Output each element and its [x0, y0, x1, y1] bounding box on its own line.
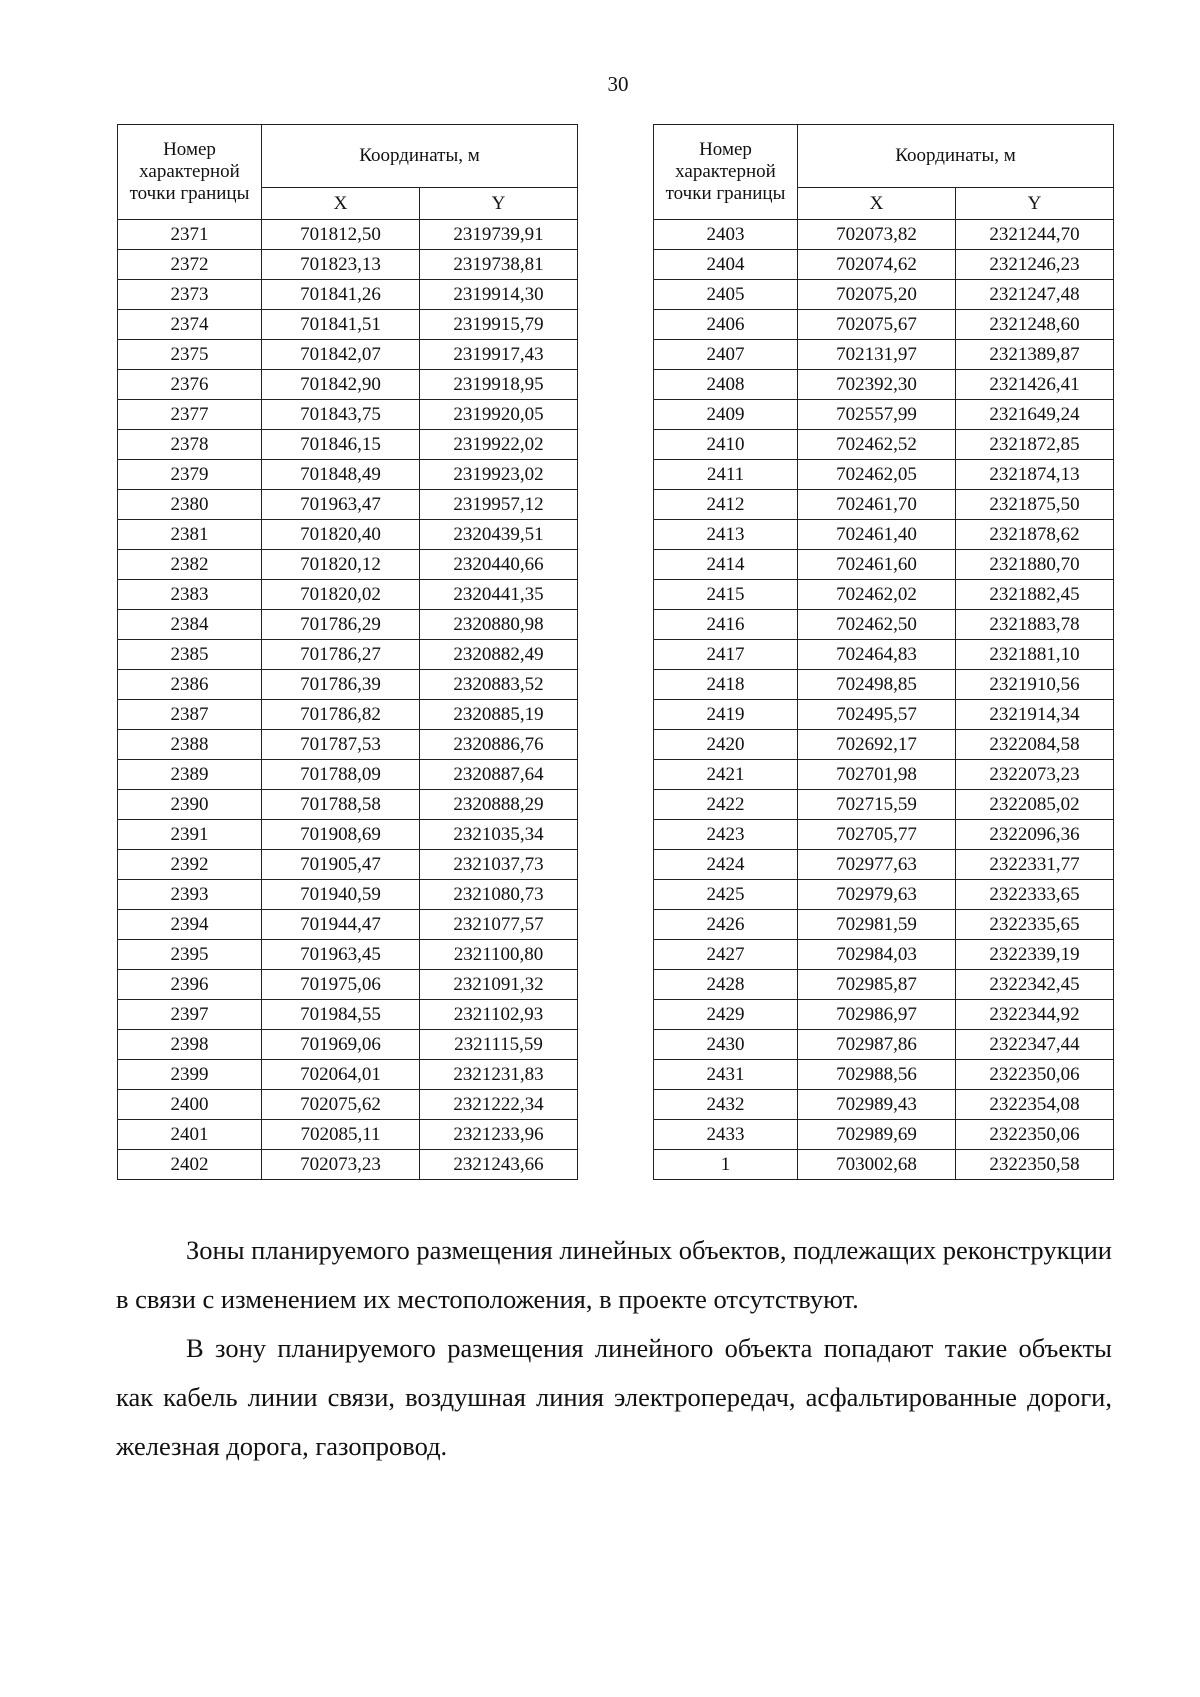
table-row [118, 760, 578, 790]
table-row [654, 580, 1114, 610]
table-row [654, 490, 1114, 520]
table-row [654, 460, 1114, 490]
point-number-cell: 2372 [118, 250, 262, 280]
paragraph: Зоны планируемого размещения линейных объектов, подлежащих реконструкции в связи с изменением их местоположения, в проекте отсутствуют. [116, 1235, 1112, 1314]
header-point-number: Номер характерной точки границы [654, 125, 798, 220]
x-coordinate-cell: 702715,59 [798, 790, 956, 820]
point-number-cell: 2426 [654, 910, 798, 940]
point-number-cell: 2412 [654, 490, 798, 520]
table-row [118, 550, 578, 580]
header-x: X [262, 188, 420, 220]
point-number-cell: 2409 [654, 400, 798, 430]
table-row [118, 730, 578, 760]
table-row [118, 580, 578, 610]
table-row [118, 1060, 578, 1090]
x-coordinate-cell: 702705,77 [798, 820, 956, 850]
x-coordinate-cell: 702075,20 [798, 280, 956, 310]
table-row [118, 1000, 578, 1030]
x-coordinate-cell: 701963,47 [262, 490, 420, 520]
table-row [654, 1000, 1114, 1030]
y-coordinate-cell: 2321035,34 [420, 820, 578, 850]
header-coordinates: Координаты, м [798, 125, 1114, 188]
point-number-cell: 2407 [654, 340, 798, 370]
point-number-cell: 2430 [654, 1030, 798, 1060]
x-coordinate-cell: 702498,85 [798, 670, 956, 700]
y-coordinate-cell: 2320441,35 [420, 580, 578, 610]
x-coordinate-cell: 701905,47 [262, 850, 420, 880]
table-row [654, 850, 1114, 880]
table-row [118, 670, 578, 700]
y-coordinate-cell: 2319738,81 [420, 250, 578, 280]
point-number-cell: 2398 [118, 1030, 262, 1060]
table-row [118, 520, 578, 550]
y-coordinate-cell: 2322085,02 [956, 790, 1114, 820]
x-coordinate-cell: 702462,52 [798, 430, 956, 460]
point-number-cell: 2403 [654, 220, 798, 250]
point-number-cell: 2433 [654, 1120, 798, 1150]
point-number-cell: 2395 [118, 940, 262, 970]
x-coordinate-cell: 701787,53 [262, 730, 420, 760]
point-number-cell: 2397 [118, 1000, 262, 1030]
x-coordinate-cell: 702981,59 [798, 910, 956, 940]
point-number-cell: 2424 [654, 850, 798, 880]
x-coordinate-cell: 701848,49 [262, 460, 420, 490]
point-number-cell: 2382 [118, 550, 262, 580]
table-row [654, 430, 1114, 460]
x-coordinate-cell: 701843,75 [262, 400, 420, 430]
point-number-cell: 2431 [654, 1060, 798, 1090]
y-coordinate-cell: 2321077,57 [420, 910, 578, 940]
x-coordinate-cell: 702392,30 [798, 370, 956, 400]
point-number-cell: 2396 [118, 970, 262, 1000]
x-coordinate-cell: 702073,82 [798, 220, 956, 250]
table-row [118, 310, 578, 340]
point-number-cell: 2401 [118, 1120, 262, 1150]
x-coordinate-cell: 701842,07 [262, 340, 420, 370]
x-coordinate-cell: 701984,55 [262, 1000, 420, 1030]
table-row [654, 400, 1114, 430]
x-coordinate-cell: 701823,13 [262, 250, 420, 280]
table-row [118, 220, 578, 250]
point-number-cell: 2376 [118, 370, 262, 400]
y-coordinate-cell: 2320887,64 [420, 760, 578, 790]
y-coordinate-cell: 2321649,24 [956, 400, 1114, 430]
x-coordinate-cell: 701820,02 [262, 580, 420, 610]
point-number-cell: 2386 [118, 670, 262, 700]
point-number-cell: 2425 [654, 880, 798, 910]
x-coordinate-cell: 702557,99 [798, 400, 956, 430]
table-row [654, 310, 1114, 340]
y-coordinate-cell: 2321247,48 [956, 280, 1114, 310]
point-number-cell: 2422 [654, 790, 798, 820]
x-coordinate-cell: 702988,56 [798, 1060, 956, 1090]
paragraph: В зону планируемого размещения линейного объекта попадают такие объекты как кабель линии связи, воздушная линия электропередач, асфальтированные дороги, железная дорога, газопровод. [116, 1333, 1112, 1461]
x-coordinate-cell: 701908,69 [262, 820, 420, 850]
table-body-left [118, 220, 578, 1180]
y-coordinate-cell: 2322342,45 [956, 970, 1114, 1000]
y-coordinate-cell: 2319915,79 [420, 310, 578, 340]
point-number-cell: 2388 [118, 730, 262, 760]
y-coordinate-cell: 2321875,50 [956, 490, 1114, 520]
point-number-cell: 2392 [118, 850, 262, 880]
x-coordinate-cell: 702495,57 [798, 700, 956, 730]
y-coordinate-cell: 2322333,65 [956, 880, 1114, 910]
x-coordinate-cell: 702989,43 [798, 1090, 956, 1120]
table-row [118, 1030, 578, 1060]
y-coordinate-cell: 2322096,36 [956, 820, 1114, 850]
point-number-cell: 1 [654, 1150, 798, 1180]
y-coordinate-cell: 2319920,05 [420, 400, 578, 430]
y-coordinate-cell: 2321233,96 [420, 1120, 578, 1150]
table-row [654, 760, 1114, 790]
table-row [118, 1120, 578, 1150]
x-coordinate-cell: 702074,62 [798, 250, 956, 280]
y-coordinate-cell: 2322347,44 [956, 1030, 1114, 1060]
table-row [654, 340, 1114, 370]
y-coordinate-cell: 2320885,19 [420, 700, 578, 730]
x-coordinate-cell: 701820,40 [262, 520, 420, 550]
body-text [116, 1226, 1112, 1471]
y-coordinate-cell: 2319914,30 [420, 280, 578, 310]
y-coordinate-cell: 2321091,32 [420, 970, 578, 1000]
point-number-cell: 2378 [118, 430, 262, 460]
y-coordinate-cell: 2322331,77 [956, 850, 1114, 880]
table-row [654, 1120, 1114, 1150]
x-coordinate-cell: 702979,63 [798, 880, 956, 910]
x-coordinate-cell: 701963,45 [262, 940, 420, 970]
x-coordinate-cell: 701841,51 [262, 310, 420, 340]
table-row [654, 820, 1114, 850]
y-coordinate-cell: 2321880,70 [956, 550, 1114, 580]
table-row [118, 490, 578, 520]
point-number-cell: 2428 [654, 970, 798, 1000]
x-coordinate-cell: 701788,09 [262, 760, 420, 790]
point-number-cell: 2400 [118, 1090, 262, 1120]
table-row [654, 1150, 1114, 1180]
y-coordinate-cell: 2321246,23 [956, 250, 1114, 280]
y-coordinate-cell: 2319922,02 [420, 430, 578, 460]
table-row [654, 610, 1114, 640]
point-number-cell: 2420 [654, 730, 798, 760]
table-row [118, 850, 578, 880]
y-coordinate-cell: 2321080,73 [420, 880, 578, 910]
point-number-cell: 2414 [654, 550, 798, 580]
y-coordinate-cell: 2321222,34 [420, 1090, 578, 1120]
y-coordinate-cell: 2320883,52 [420, 670, 578, 700]
table-row [118, 910, 578, 940]
table-row [654, 790, 1114, 820]
table-row [654, 730, 1114, 760]
table-row [118, 940, 578, 970]
table-row [118, 700, 578, 730]
x-coordinate-cell: 702075,62 [262, 1090, 420, 1120]
table-row [654, 280, 1114, 310]
y-coordinate-cell: 2321100,80 [420, 940, 578, 970]
y-coordinate-cell: 2322073,23 [956, 760, 1114, 790]
point-number-cell: 2408 [654, 370, 798, 400]
table-row [654, 700, 1114, 730]
point-number-cell: 2415 [654, 580, 798, 610]
table-row [654, 1090, 1114, 1120]
x-coordinate-cell: 701969,06 [262, 1030, 420, 1060]
x-coordinate-cell: 702461,40 [798, 520, 956, 550]
x-coordinate-cell: 702989,69 [798, 1120, 956, 1150]
point-number-cell: 2380 [118, 490, 262, 520]
y-coordinate-cell: 2321878,62 [956, 520, 1114, 550]
x-coordinate-cell: 702064,01 [262, 1060, 420, 1090]
point-number-cell: 2375 [118, 340, 262, 370]
x-coordinate-cell: 702464,83 [798, 640, 956, 670]
x-coordinate-cell: 702692,17 [798, 730, 956, 760]
table-row [118, 1090, 578, 1120]
y-coordinate-cell: 2319917,43 [420, 340, 578, 370]
y-coordinate-cell: 2322344,92 [956, 1000, 1114, 1030]
x-coordinate-cell: 702462,02 [798, 580, 956, 610]
y-coordinate-cell: 2320888,29 [420, 790, 578, 820]
table-row [118, 250, 578, 280]
x-coordinate-cell: 701820,12 [262, 550, 420, 580]
point-number-cell: 2379 [118, 460, 262, 490]
table-row [118, 280, 578, 310]
point-number-cell: 2413 [654, 520, 798, 550]
point-number-cell: 2410 [654, 430, 798, 460]
point-number-cell: 2416 [654, 610, 798, 640]
y-coordinate-cell: 2321231,83 [420, 1060, 578, 1090]
table-row [654, 910, 1114, 940]
table-row [654, 220, 1114, 250]
table-row [654, 940, 1114, 970]
y-coordinate-cell: 2322350,06 [956, 1060, 1114, 1090]
table-row [654, 520, 1114, 550]
point-number-cell: 2423 [654, 820, 798, 850]
page-number: 30 [607, 72, 629, 96]
header-y: Y [420, 188, 578, 220]
x-coordinate-cell: 701786,29 [262, 610, 420, 640]
y-coordinate-cell: 2321882,45 [956, 580, 1114, 610]
y-coordinate-cell: 2322339,19 [956, 940, 1114, 970]
y-coordinate-cell: 2321102,93 [420, 1000, 578, 1030]
x-coordinate-cell: 702987,86 [798, 1030, 956, 1060]
y-coordinate-cell: 2321426,41 [956, 370, 1114, 400]
point-number-cell: 2417 [654, 640, 798, 670]
table-row [654, 550, 1114, 580]
table-row [654, 1030, 1114, 1060]
x-coordinate-cell: 702461,70 [798, 490, 956, 520]
x-coordinate-cell: 702985,87 [798, 970, 956, 1000]
y-coordinate-cell: 2321243,66 [420, 1150, 578, 1180]
table-row [118, 460, 578, 490]
y-coordinate-cell: 2321389,87 [956, 340, 1114, 370]
x-coordinate-cell: 702073,23 [262, 1150, 420, 1180]
x-coordinate-cell: 701812,50 [262, 220, 420, 250]
point-number-cell: 2373 [118, 280, 262, 310]
y-coordinate-cell: 2320440,66 [420, 550, 578, 580]
point-number-cell: 2377 [118, 400, 262, 430]
x-coordinate-cell: 701786,39 [262, 670, 420, 700]
x-coordinate-cell: 702462,05 [798, 460, 956, 490]
table-row [118, 880, 578, 910]
y-coordinate-cell: 2319957,12 [420, 490, 578, 520]
x-coordinate-cell: 701842,90 [262, 370, 420, 400]
x-coordinate-cell: 701975,06 [262, 970, 420, 1000]
y-coordinate-cell: 2322350,58 [956, 1150, 1114, 1180]
y-coordinate-cell: 2321914,34 [956, 700, 1114, 730]
table-row [654, 1060, 1114, 1090]
table-row [118, 790, 578, 820]
table-row [654, 640, 1114, 670]
y-coordinate-cell: 2321115,59 [420, 1030, 578, 1060]
table-row [118, 970, 578, 1000]
x-coordinate-cell: 701786,82 [262, 700, 420, 730]
x-coordinate-cell: 702461,60 [798, 550, 956, 580]
y-coordinate-cell: 2322335,65 [956, 910, 1114, 940]
table-row [118, 400, 578, 430]
table-row [118, 340, 578, 370]
point-number-cell: 2411 [654, 460, 798, 490]
table-row [118, 370, 578, 400]
x-coordinate-cell: 702075,67 [798, 310, 956, 340]
point-number-cell: 2394 [118, 910, 262, 940]
point-number-cell: 2374 [118, 310, 262, 340]
y-coordinate-cell: 2321248,60 [956, 310, 1114, 340]
table-row [118, 430, 578, 460]
x-coordinate-cell: 702085,11 [262, 1120, 420, 1150]
point-number-cell: 2391 [118, 820, 262, 850]
point-number-cell: 2371 [118, 220, 262, 250]
x-coordinate-cell: 703002,68 [798, 1150, 956, 1180]
y-coordinate-cell: 2319739,91 [420, 220, 578, 250]
x-coordinate-cell: 701841,26 [262, 280, 420, 310]
table-row [118, 1150, 578, 1180]
y-coordinate-cell: 2319923,02 [420, 460, 578, 490]
x-coordinate-cell: 701940,59 [262, 880, 420, 910]
x-coordinate-cell: 702131,97 [798, 340, 956, 370]
header-point-number: Номер характерной точки границы [118, 125, 262, 220]
x-coordinate-cell: 702984,03 [798, 940, 956, 970]
point-number-cell: 2418 [654, 670, 798, 700]
y-coordinate-cell: 2321910,56 [956, 670, 1114, 700]
table-row [654, 250, 1114, 280]
y-coordinate-cell: 2322354,08 [956, 1090, 1114, 1120]
point-number-cell: 2390 [118, 790, 262, 820]
table-row [118, 820, 578, 850]
coordinates-table-right [653, 124, 1114, 1180]
x-coordinate-cell: 701788,58 [262, 790, 420, 820]
y-coordinate-cell: 2319918,95 [420, 370, 578, 400]
point-number-cell: 2384 [118, 610, 262, 640]
x-coordinate-cell: 702986,97 [798, 1000, 956, 1030]
table-row [654, 880, 1114, 910]
point-number-cell: 2393 [118, 880, 262, 910]
coordinates-table-left [117, 124, 578, 1180]
x-coordinate-cell: 701786,27 [262, 640, 420, 670]
x-coordinate-cell: 702701,98 [798, 760, 956, 790]
y-coordinate-cell: 2321244,70 [956, 220, 1114, 250]
y-coordinate-cell: 2320439,51 [420, 520, 578, 550]
point-number-cell: 2381 [118, 520, 262, 550]
y-coordinate-cell: 2322084,58 [956, 730, 1114, 760]
table-row [118, 610, 578, 640]
table-row [654, 670, 1114, 700]
y-coordinate-cell: 2321037,73 [420, 850, 578, 880]
table-row [654, 970, 1114, 1000]
header-y: Y [956, 188, 1114, 220]
point-number-cell: 2405 [654, 280, 798, 310]
table-body-right [654, 220, 1114, 1180]
table-row [118, 640, 578, 670]
y-coordinate-cell: 2322350,06 [956, 1120, 1114, 1150]
header-coordinates: Координаты, м [262, 125, 578, 188]
point-number-cell: 2404 [654, 250, 798, 280]
x-coordinate-cell: 702462,50 [798, 610, 956, 640]
x-coordinate-cell: 701846,15 [262, 430, 420, 460]
y-coordinate-cell: 2320886,76 [420, 730, 578, 760]
point-number-cell: 2432 [654, 1090, 798, 1120]
point-number-cell: 2419 [654, 700, 798, 730]
point-number-cell: 2399 [118, 1060, 262, 1090]
y-coordinate-cell: 2320882,49 [420, 640, 578, 670]
x-coordinate-cell: 701944,47 [262, 910, 420, 940]
point-number-cell: 2389 [118, 760, 262, 790]
point-number-cell: 2406 [654, 310, 798, 340]
y-coordinate-cell: 2321883,78 [956, 610, 1114, 640]
header-x: X [798, 188, 956, 220]
point-number-cell: 2385 [118, 640, 262, 670]
y-coordinate-cell: 2320880,98 [420, 610, 578, 640]
point-number-cell: 2429 [654, 1000, 798, 1030]
y-coordinate-cell: 2321872,85 [956, 430, 1114, 460]
point-number-cell: 2402 [118, 1150, 262, 1180]
table-row [654, 370, 1114, 400]
x-coordinate-cell: 702977,63 [798, 850, 956, 880]
y-coordinate-cell: 2321881,10 [956, 640, 1114, 670]
point-number-cell: 2387 [118, 700, 262, 730]
y-coordinate-cell: 2321874,13 [956, 460, 1114, 490]
point-number-cell: 2427 [654, 940, 798, 970]
point-number-cell: 2383 [118, 580, 262, 610]
point-number-cell: 2421 [654, 760, 798, 790]
